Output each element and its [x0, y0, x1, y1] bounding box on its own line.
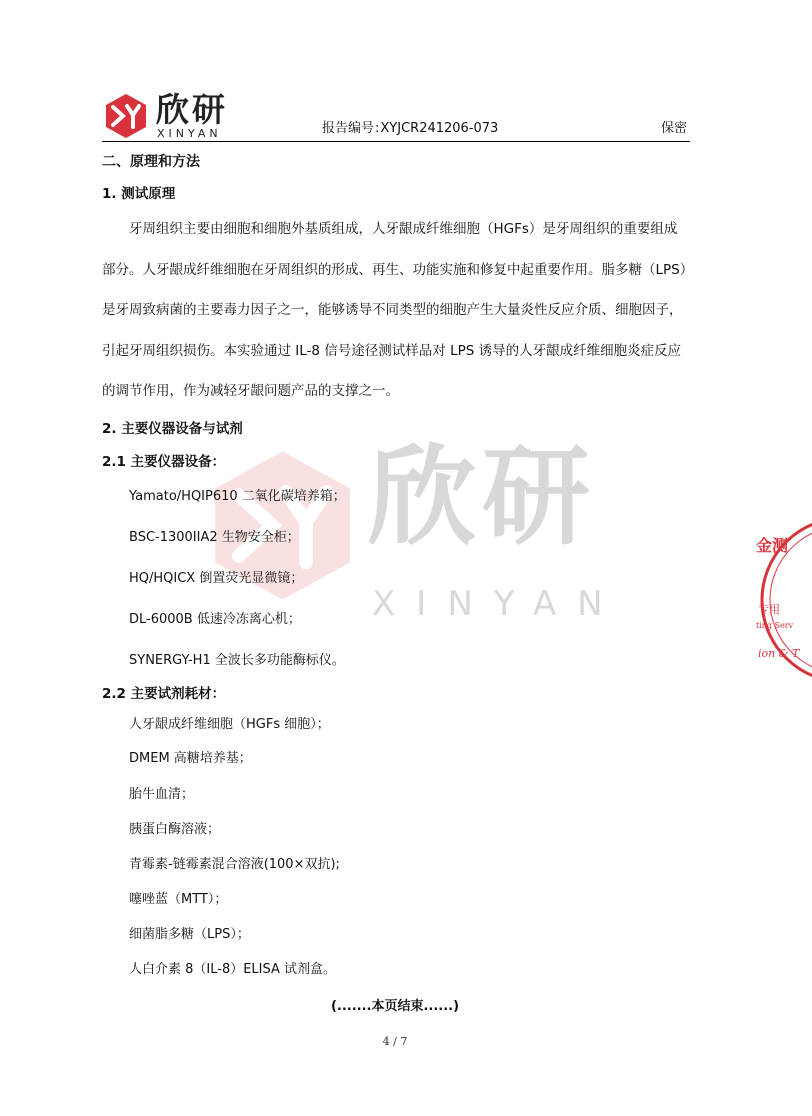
- materials-heading: 2. 主要仪器设备与试剂: [102, 421, 243, 437]
- page-number: 4 / 7: [382, 1035, 408, 1048]
- section-title: 二、原理和方法: [102, 154, 200, 170]
- reagent-item: 人白介素 8（IL-8）ELISA 试剂盒。: [129, 962, 337, 977]
- equipment-item: HQ/HQICX 倒置荧光显微镜；: [129, 571, 304, 586]
- watermark-chinese: 欣研: [368, 435, 597, 560]
- principle-heading: 1. 测试原理: [102, 186, 176, 202]
- stamp-text: ting Serv: [756, 621, 794, 630]
- reagent-item: 噻唑蓝（MTT）；: [129, 892, 228, 907]
- report-number-line: [322, 121, 498, 137]
- reagent-item: 人牙龈成纤维细胞（HGFs 细胞）；: [129, 717, 330, 732]
- header-divider: [102, 141, 690, 142]
- confidential-label: 保密: [661, 121, 688, 136]
- stamp-text: 专用: [758, 603, 780, 616]
- logo-chinese-name: 欣研: [156, 90, 228, 129]
- equipment-item: BSC-1300IIA2 生物安全柜；: [129, 530, 300, 545]
- watermark-english: XINYAN: [372, 584, 624, 624]
- report-number-separator: :: [375, 121, 380, 136]
- principle-paragraph: [102, 216, 694, 419]
- equipment-item: DL-6000B 低速冷冻离心机；: [129, 612, 301, 627]
- stamp-text: 金测: [756, 536, 789, 555]
- reagent-item: 细菌脂多糖（LPS）；: [129, 927, 250, 942]
- official-seal-stamp: [752, 515, 812, 685]
- equipment-item: SYNERGY-H1 全波长多功能酶标仪。: [129, 653, 345, 668]
- stamp-text: ion & T: [758, 647, 800, 660]
- paragraph-line: 是牙周致病菌的主要毒力因子之一，能够诱导不同类型的细胞产生大量炎性反应介质、细胞因子，: [102, 302, 683, 318]
- reagent-item: 胰蛋白酶溶液；: [129, 822, 221, 837]
- reagent-item: 胎牛血清；: [129, 787, 195, 802]
- paragraph-line: 部分。人牙龈成纤维细胞在牙周组织的形成、再生、功能实施和修复中起重要作用。脂多糖（LPS）: [102, 261, 694, 278]
- report-number-label: 报告编号: [322, 121, 375, 136]
- reagent-item: DMEM 高糖培养基；: [129, 751, 252, 766]
- xy-logo-icon: [103, 93, 149, 139]
- page-end-marker: (.......本页结束......): [330, 999, 460, 1014]
- report-number-value: XYJCR241206-073: [380, 121, 499, 136]
- reagents-heading: 2.2 主要试剂耗材：: [102, 686, 226, 702]
- paragraph-line: 牙周组织主要由细胞和细胞外基质组成，人牙龈成纤维细胞（HGFs）是牙周组织的重要组成: [129, 221, 678, 237]
- equipment-item: Yamato/HQIP610 二氧化碳培养箱；: [129, 489, 346, 504]
- paragraph-line: 引起牙周组织损伤。本实验通过 IL-8 信号途径测试样品对 LPS 诱导的人牙龈成纤维细胞炎症反应: [102, 342, 682, 359]
- paragraph-line: 的调节作用，作为减轻牙龈问题产品的支撑之一。: [102, 383, 399, 399]
- reagent-item: 青霉素-链霉素混合溶液(100×双抗);: [129, 857, 340, 872]
- logo-english-name: XINYAN: [157, 127, 222, 140]
- equipment-heading: 2.1 主要仪器设备：: [102, 454, 226, 470]
